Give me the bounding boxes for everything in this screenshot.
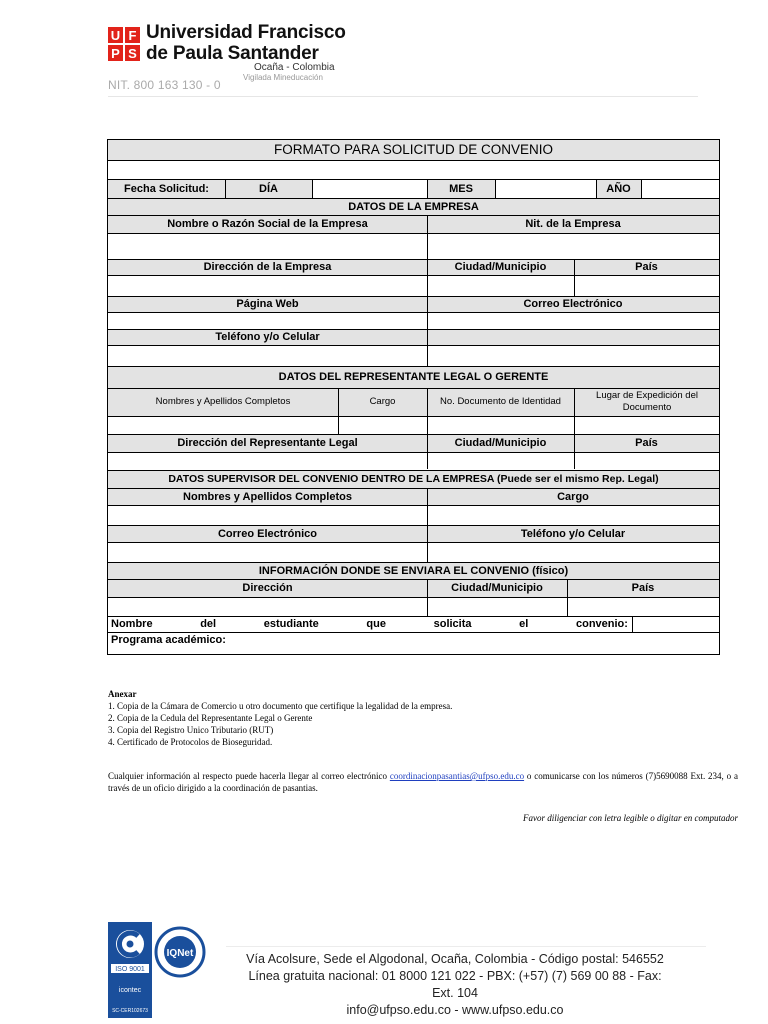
rep-documento-label: No. Documento de Identidad (440, 396, 561, 407)
convenio-form (107, 139, 720, 655)
sup-correo-label: Correo Electrónico (217, 527, 318, 540)
correo-empresa-label: Correo Electrónico (523, 298, 623, 310)
estudiante-word: solicita (433, 618, 472, 630)
icontec-label: icontec (118, 987, 142, 994)
svg-text:S: S (128, 46, 137, 61)
direccion-empresa-field[interactable] (108, 276, 427, 296)
iso-label: ISO 9001 (115, 966, 145, 973)
university-location: Ocaña - Colombia (254, 62, 335, 73)
envio-pais-label: País (631, 582, 655, 594)
nit-empresa-field[interactable] (428, 234, 719, 259)
annex-item: 2. Copia de la Cedula del Representante Legal o Gerente (108, 713, 313, 723)
favor-note: Favor diligenciar con letra legible o digitar en computador (523, 813, 738, 823)
estudiante-word: del (200, 618, 217, 630)
footer-line2: Línea gratuita nacional: 01 8000 121 022 - PBX: (+57) (7) 569 00 88 - Fax: Ext. 104 (248, 969, 662, 1000)
annex-title: Anexar (108, 689, 137, 699)
envio-direccion-label: Dirección (242, 582, 293, 594)
footer-line1: Vía Acolsure, Sede el Algodonal, Ocaña, Colombia - Código postal: 546552 (246, 952, 664, 966)
footer-address (240, 951, 670, 1019)
direccion-empresa-label: Dirección de la Empresa (203, 261, 332, 273)
iso-certification-logo (108, 922, 152, 1018)
rep-lugar-label: Lugar de Expedición del Documento (596, 390, 698, 413)
svg-text:F: F (128, 28, 137, 43)
nit-text: NIT. 800 163 130 - 0 (108, 78, 221, 92)
iqnet-label: IQNet (166, 948, 194, 959)
university-logo (108, 27, 140, 61)
contact-email-link[interactable]: coordinacionpasantias@ufpso.edu.co (389, 771, 525, 781)
rep-nombres-label: Nombres y Apellidos Completos (155, 396, 291, 407)
university-name-line2: de Paula Santander (146, 43, 319, 64)
programa-label: Programa académico: (111, 634, 226, 646)
supervisor-section-title: DATOS SUPERVISOR DEL CONVENIO DENTRO DE LA EMPRESA (Puede ser el mismo Rep. Legal) (168, 473, 659, 485)
header-divider (108, 96, 698, 97)
footer-line3: info@ufpso.edu.co - www.ufpso.edu.co (346, 1003, 564, 1017)
vigilada-text: Vigilada Mineducación (243, 73, 323, 82)
estudiante-field[interactable] (633, 617, 719, 632)
empresa-section-title: DATOS DE LA EMPRESA (348, 200, 479, 213)
ano-field[interactable] (642, 180, 719, 198)
pais-empresa-label: País (635, 261, 658, 273)
form-title: FORMATO PARA SOLICITUD DE CONVENIO (273, 142, 554, 157)
contact-paragraph (108, 770, 738, 794)
estudiante-word: estudiante (263, 618, 319, 630)
envio-section-title: INFORMACIÓN DONDE SE ENVIARA EL CONVENIO (físico) (258, 564, 569, 577)
estudiante-word: convenio: (575, 618, 628, 630)
contact-text: Cualquier información al respecto puede hacerla llegar al correo electrónico (108, 771, 390, 781)
annex-item: 3. Copia del Registro Unico Tributario (RUT) (108, 725, 274, 735)
fecha-label: Fecha Solicitud: (124, 182, 209, 195)
estudiante-word: el (519, 618, 529, 630)
nit-empresa-label: Nit. de la Empresa (525, 218, 621, 230)
dia-label: DÍA (259, 182, 278, 195)
annex-section (108, 688, 738, 748)
rep-cargo-label: Cargo (369, 396, 396, 407)
iqnet-logo (154, 926, 206, 978)
svg-text:P: P (111, 46, 120, 61)
annex-item: 4. Certificado de Protocolos de Bioseguridad. (108, 737, 273, 747)
rep-ciudad-label: Ciudad/Municipio (454, 437, 547, 449)
nombre-empresa-label: Nombre o Razón Social de la Empresa (167, 218, 368, 230)
dia-field[interactable] (313, 180, 427, 198)
rep-direccion-label: Dirección del Representante Legal (177, 437, 358, 449)
mes-field[interactable] (496, 180, 596, 198)
sup-telefono-label: Teléfono y/o Celular (520, 527, 626, 540)
envio-ciudad-label: Ciudad/Municipio (451, 582, 543, 594)
pagina-web-label: Página Web (236, 298, 299, 310)
cert-code: SC-CER102673 (112, 1008, 148, 1014)
estudiante-word: Nombre (111, 618, 153, 630)
telefono-empresa-label: Teléfono y/o Celular (215, 331, 320, 343)
sup-nombres-label: Nombres y Apellidos Completos (183, 490, 352, 503)
nombre-empresa-field[interactable] (108, 234, 427, 259)
university-name-line1: Universidad Francisco (146, 22, 346, 43)
footer-divider (226, 946, 706, 947)
estudiante-word: que (366, 618, 386, 630)
ano-label: AÑO (606, 182, 631, 195)
contact-text: o comunicarse con los números (7)5690088 Ext. 234, o a través de un oficio dirigido a la coordinación de pasantias. (108, 771, 738, 793)
ciudad-empresa-label: Ciudad/Municipio (454, 261, 547, 273)
annex-item: 1. Copia de la Cámara de Comercio u otro documento que certifique la legalidad de la empresa. (108, 701, 453, 711)
svg-text:U: U (110, 28, 121, 43)
estudiante-label (111, 616, 628, 632)
representante-section-title: DATOS DEL REPRESENTANTE LEGAL O GERENTE (278, 371, 549, 383)
rep-pais-label: País (635, 437, 658, 449)
mes-label: MES (449, 182, 473, 195)
sup-cargo-label: Cargo (557, 490, 589, 503)
